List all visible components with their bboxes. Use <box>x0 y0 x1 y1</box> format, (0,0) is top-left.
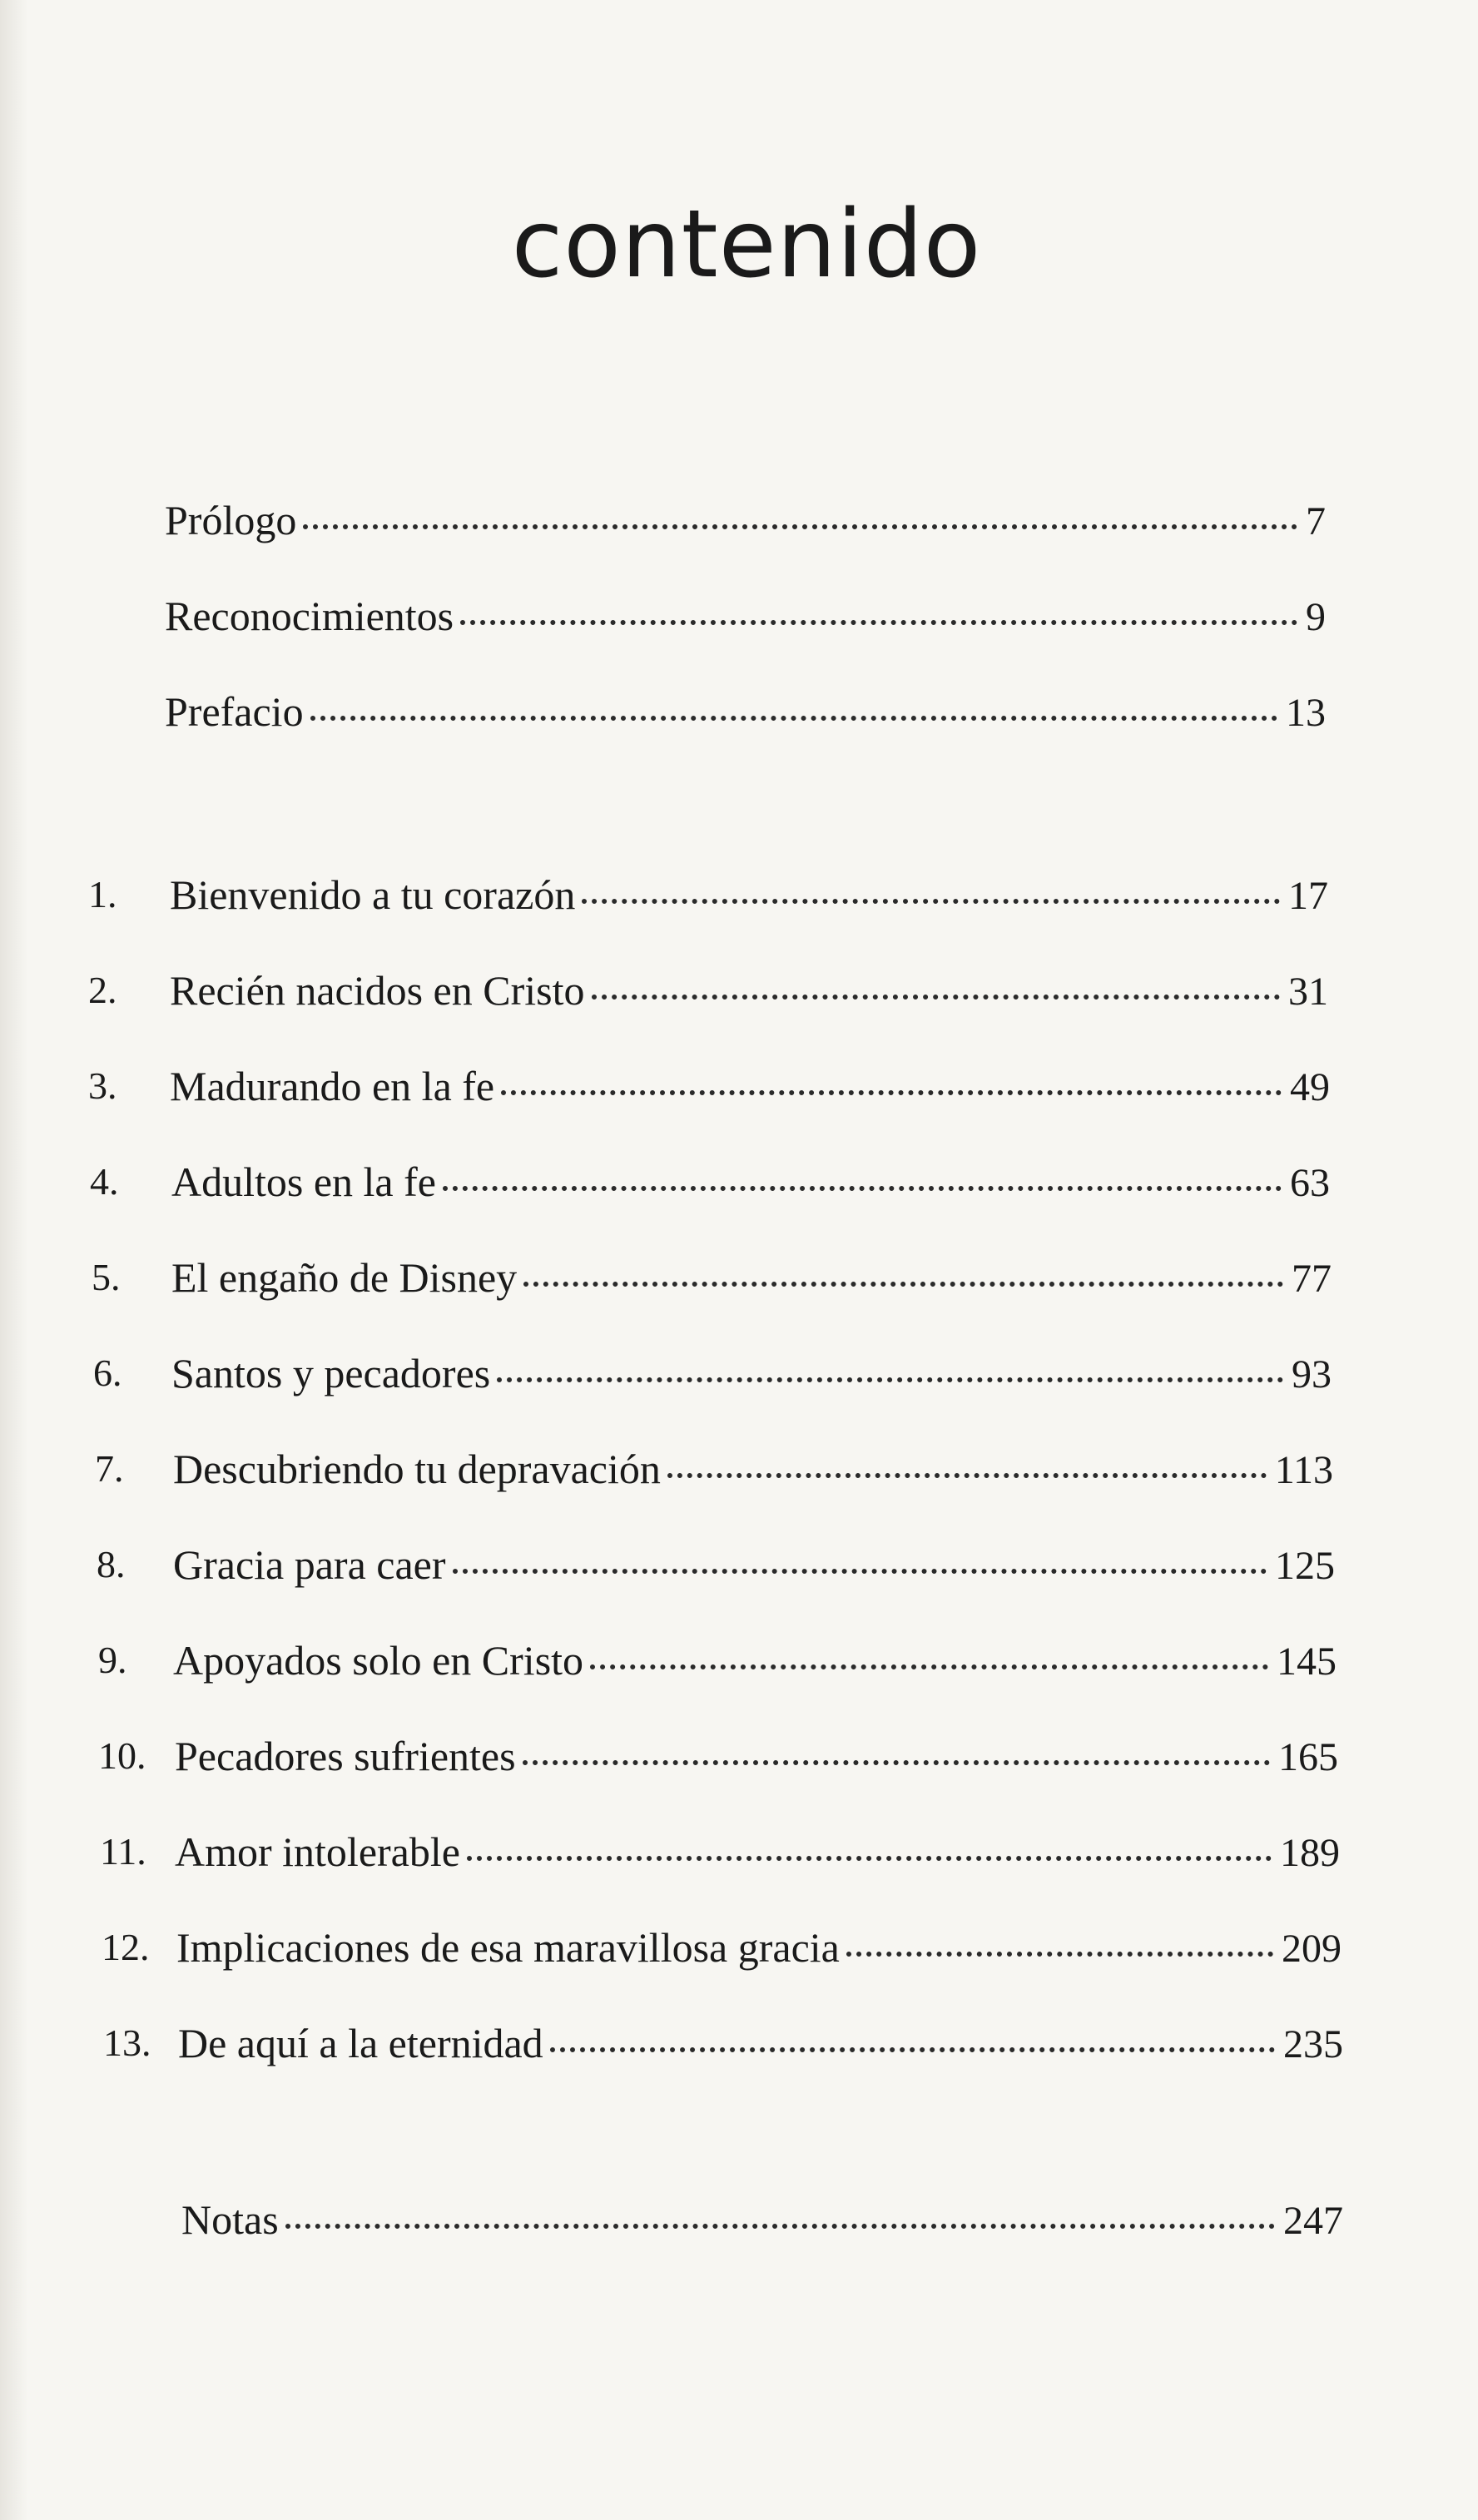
toc-entry-page: 93 <box>1292 1352 1332 1396</box>
toc-entry-page: 247 <box>1283 2199 1343 2243</box>
toc-entry-label: Reconocimientos <box>165 593 454 639</box>
dot-leader <box>550 2047 1275 2052</box>
toc-chapter-3[interactable] <box>88 1057 1330 1115</box>
toc-entry-page: 31 <box>1288 970 1328 1014</box>
dot-leader <box>667 1473 1267 1478</box>
toc-entry-page: 113 <box>1274 1448 1333 1492</box>
toc-entry-reconocimientos[interactable] <box>165 587 1326 645</box>
toc-entry-page: 125 <box>1275 1544 1335 1588</box>
toc-entry-prologo[interactable] <box>165 491 1326 549</box>
dot-leader <box>846 1952 1273 1957</box>
toc-entry-label: Pecadores sufrientes <box>175 1733 516 1779</box>
toc-chapter-4[interactable] <box>90 1153 1330 1211</box>
chapter-number: 7. <box>95 1447 124 1490</box>
toc-entry-page: 13 <box>1286 691 1326 735</box>
toc-entry-page: 189 <box>1280 1831 1340 1875</box>
chapter-number: 6. <box>93 1352 122 1394</box>
chapter-number: 9. <box>98 1639 127 1681</box>
dot-leader <box>523 1282 1283 1287</box>
chapter-number: 2. <box>88 969 117 1011</box>
toc-entry-page: 7 <box>1306 499 1326 543</box>
chapter-number: 3. <box>88 1064 117 1107</box>
toc-chapter-2[interactable] <box>88 961 1328 1019</box>
toc-entry-label: Implicaciones de esa maravillosa gracia <box>176 1924 840 1971</box>
toc-entry-label: Recién nacidos en Cristo <box>170 967 585 1014</box>
chapter-number: 4. <box>90 1160 119 1203</box>
dot-leader <box>460 620 1297 625</box>
dot-leader <box>310 716 1277 721</box>
toc-entry-page: 49 <box>1290 1065 1330 1109</box>
toc-entry-label: Amor intolerable <box>175 1828 460 1875</box>
toc-entry-label: Descubriendo tu depravación <box>173 1446 661 1492</box>
toc-chapter-5[interactable] <box>92 1248 1332 1307</box>
dot-leader <box>501 1090 1282 1095</box>
toc-chapter-1[interactable] <box>88 866 1328 924</box>
toc-chapter-13[interactable] <box>103 2014 1343 2072</box>
toc-entry-page: 77 <box>1292 1257 1332 1301</box>
dot-leader <box>582 899 1280 904</box>
toc-entry-page: 9 <box>1306 595 1326 639</box>
chapter-number: 5. <box>92 1256 121 1298</box>
chapter-number: 12. <box>102 1926 150 1968</box>
dot-leader <box>497 1377 1283 1382</box>
toc-chapter-10[interactable] <box>98 1727 1338 1785</box>
toc-entry-label: Santos y pecadores <box>171 1350 491 1396</box>
toc-entry-label: Bienvenido a tu corazón <box>170 871 576 918</box>
toc-chapter-8[interactable] <box>97 1535 1335 1594</box>
toc-entry-label: De aquí a la eternidad <box>178 2020 543 2066</box>
dot-leader <box>523 1760 1270 1765</box>
toc-entry-label: Prefacio <box>165 688 304 735</box>
toc-entry-page: 209 <box>1282 1927 1342 1971</box>
toc-chapter-6[interactable] <box>93 1344 1332 1402</box>
toc-entry-page: 145 <box>1277 1639 1337 1684</box>
toc-entry-page: 235 <box>1283 2022 1343 2066</box>
dot-leader <box>590 1664 1268 1669</box>
chapter-number: 11. <box>100 1830 146 1873</box>
toc-entry-page: 17 <box>1288 874 1328 918</box>
toc-entry-label: Notas <box>181 2196 279 2243</box>
chapter-number: 8. <box>97 1543 126 1585</box>
dot-leader <box>592 995 1281 1000</box>
toc-entry-notas[interactable] <box>181 2190 1343 2249</box>
toc-entry-label: Apoyados solo en Cristo <box>173 1637 584 1684</box>
toc-entry-page: 165 <box>1278 1735 1338 1779</box>
page-title: contenido <box>511 191 982 299</box>
toc-entry-label: El engaño de Disney <box>171 1254 518 1301</box>
dot-leader <box>443 1186 1282 1191</box>
chapter-number: 1. <box>88 873 117 915</box>
dot-leader <box>453 1569 1267 1574</box>
chapter-number: 10. <box>98 1734 146 1777</box>
toc-entry-label: Gracia para caer <box>173 1541 446 1588</box>
toc-entry-prefacio[interactable] <box>165 682 1326 741</box>
toc-entry-page: 63 <box>1290 1161 1330 1205</box>
toc-chapter-11[interactable] <box>100 1823 1340 1881</box>
toc-chapter-9[interactable] <box>98 1631 1337 1689</box>
toc-entry-label: Madurando en la fe <box>170 1063 495 1109</box>
toc-chapter-12[interactable] <box>102 1918 1342 1977</box>
dot-leader <box>467 1856 1272 1861</box>
toc-entry-label: Adultos en la fe <box>171 1158 436 1205</box>
dot-leader <box>285 2224 1275 2229</box>
toc-chapter-7[interactable] <box>95 1440 1333 1498</box>
chapter-number: 13. <box>103 2021 151 2064</box>
toc-entry-label: Prólogo <box>165 497 297 543</box>
dot-leader <box>303 524 1297 529</box>
